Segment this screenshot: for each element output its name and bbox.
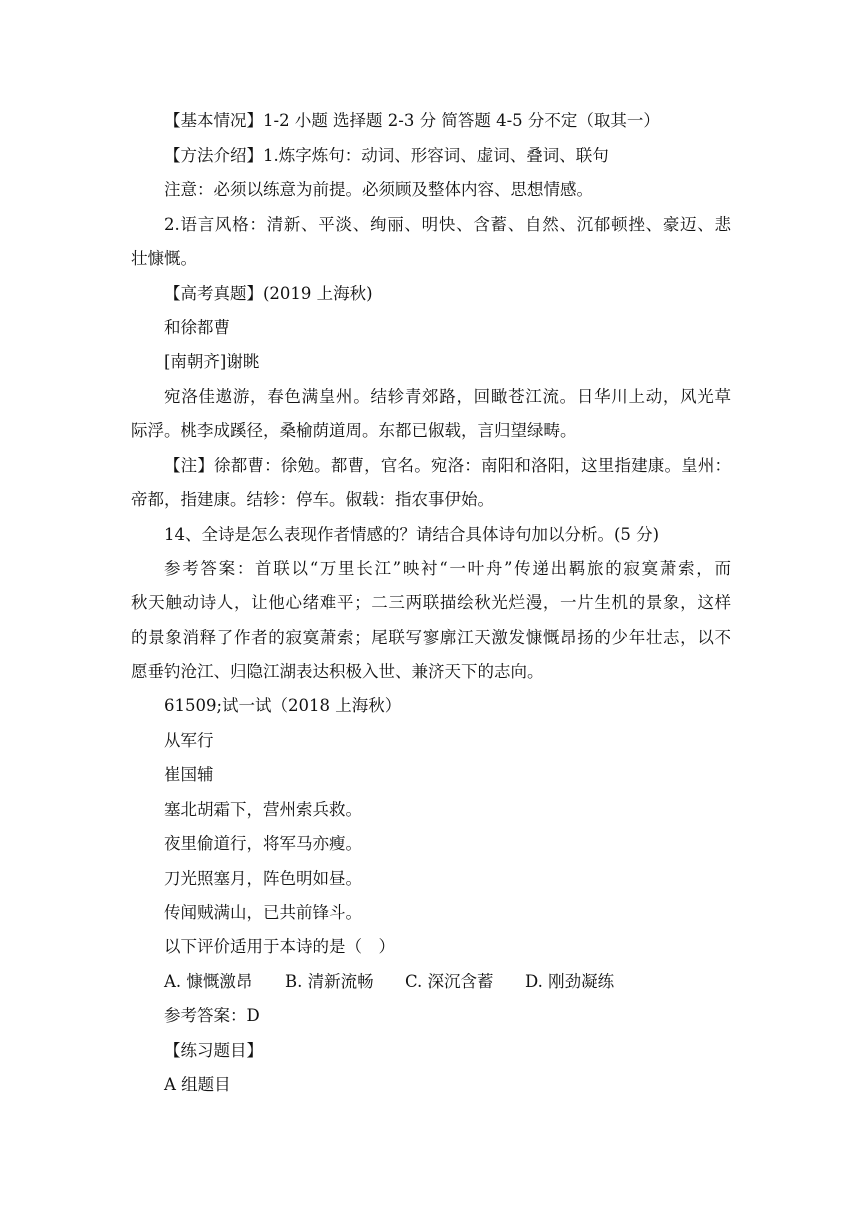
note-line: 注意：必须以练意为前提。必须顾及整体内容、思想情感。 (164, 180, 593, 199)
answer-paragraph-line: 愿垂钓沧江、归隐江湖表达积极入世、兼济天下的志向。 (131, 662, 544, 681)
poem-title: 和徐都曹 (164, 318, 230, 337)
group-a-heading: A 组题目 (164, 1075, 231, 1094)
poem2-line: 塞北胡霜下，营州索兵救。 (164, 800, 362, 819)
basic-info-line: 【基本情况】1-2 小题 选择题 2-3 分 简答题 4-5 分不定（取其一） (164, 111, 660, 130)
poem-text-line: 际浮。桃李成蹊径，桑榆荫道周。东都已俶载，言归望绿畴。 (131, 421, 577, 440)
answer-options (164, 971, 764, 993)
annotation-line: 帝都，指建康。结轸：停车。俶载：指农事伊始。 (131, 490, 494, 509)
try-it-heading: 61509;试一试（2018 上海秋） (164, 696, 402, 715)
poem-author: [南朝齐]谢眺 (164, 352, 260, 371)
language-style-line: 2.语言风格：清新、平淡、绚丽、明快、含蓄、自然、沉郁顿挫、豪迈、悲 (164, 215, 731, 234)
language-style-continuation: 壮慷慨。 (131, 249, 197, 268)
answer-paragraph-line: 秋天触动诗人，让他心绪难平；二三两联描绘秋光烂漫，一片生机的景象，这样 (131, 593, 731, 612)
poem2-line: 夜里偷道行，将军马亦瘦。 (164, 834, 362, 853)
question-prompt: 以下评价适用于本诗的是（ ） (164, 937, 395, 956)
answer-paragraph-line: 参考答案：首联以“万里长江”映衬“一叶舟”传递出羁旅的寂寞萧索，而 (164, 559, 731, 578)
question-14: 14、全诗是怎么表现作者情感的？请结合具体诗句加以分析。(5 分) (164, 525, 660, 544)
method-intro-line: 【方法介绍】1.炼字炼句：动词、形容词、虚词、叠词、联句 (164, 146, 609, 165)
poem2-author: 崔国辅 (164, 765, 214, 784)
poem-text-line: 宛洛佳遨游，春色满皇州。结轸青郊路，回瞰苍江流。日华川上动，风光草 (164, 387, 731, 406)
answer-paragraph-line: 的景象消释了作者的寂寞萧索；尾联写寥廓江天激发慷慨昂扬的少年壮志，以不 (131, 628, 731, 647)
reference-answer: 参考答案：D (164, 1006, 260, 1025)
poem2-line: 传闻贼满山，已共前锋斗。 (164, 903, 362, 922)
annotation-line: 【注】徐都曹：徐勉。都曹，官名。宛洛：南阳和洛阳，这里指建康。皇州： (164, 456, 731, 475)
poem2-title: 从军行 (164, 731, 214, 750)
option-d: D. 刚劲凝练 (525, 972, 615, 991)
poem2-line: 刀光照塞月，阵色明如昼。 (164, 869, 362, 888)
practice-heading: 【练习题目】 (164, 1041, 263, 1060)
option-a: A. 慷慨激昂 (164, 972, 253, 991)
option-b: B. 清新流畅 (285, 972, 374, 991)
option-c: C. 深沉含蓄 (405, 972, 494, 991)
gaokao-heading: 【高考真题】(2019 上海秋) (164, 284, 373, 303)
